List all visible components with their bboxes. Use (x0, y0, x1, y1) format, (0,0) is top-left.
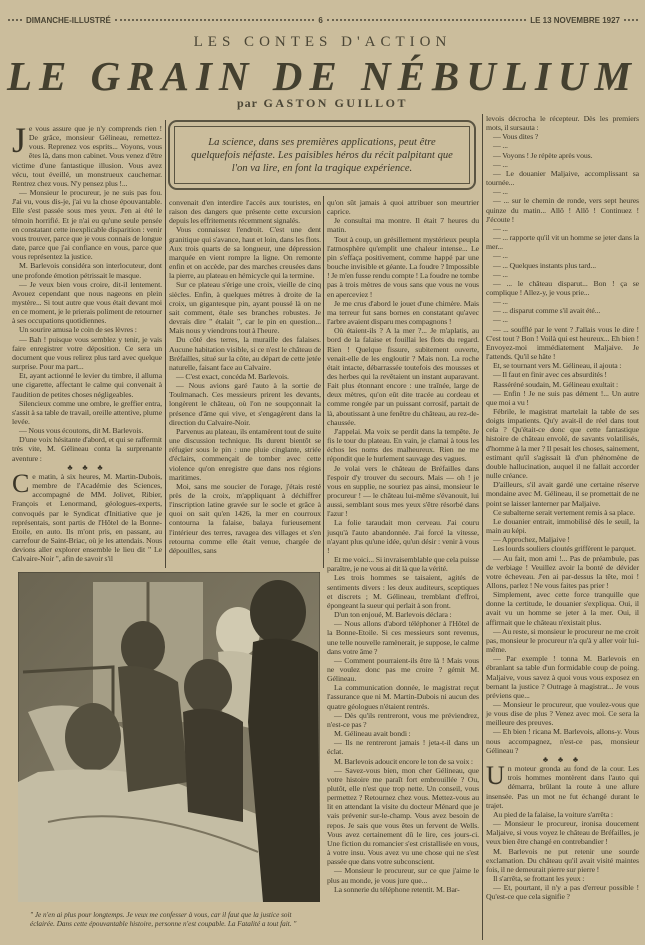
paragraph-text: — ... (493, 269, 508, 279)
paragraph (12, 435, 162, 462)
paragraph-text: — Par exemple ! tonna M. Barlevois en ébranlant sa table d'un formidable coup de poing. Maljaive, vous savez à quoi vous vous exposez en bernant la justice ? Outrage à magistrat... Je vous préviens que... (486, 654, 639, 700)
paragraph-text: D'un ton enjoué, M. Barlevois déclara : (334, 610, 452, 620)
text-column-3 (327, 198, 479, 894)
paragraph (486, 325, 639, 362)
publication-name: DIMANCHE-ILLUSTRÉ (26, 15, 111, 25)
paragraph-text: — ... soufflé par le vent ? J'allais vous le dire ! C'est tout ? Bon ! Voilà qui est heureux... Eh bien ! Envoyez-moi immédiatement Maljaive. Je l'attends. Qu'il se hâte ! (486, 324, 639, 362)
paragraph (486, 370, 639, 379)
column-rule (323, 196, 324, 568)
page-number: 6 (318, 15, 323, 25)
paragraph (169, 427, 321, 482)
drop-cap: J (12, 120, 26, 160)
paragraph (486, 727, 639, 754)
paragraph (486, 535, 639, 544)
paragraph (327, 464, 479, 519)
paragraph-text: Et me voici... Si invraisemblable que cela puisse paraître, je ne vous ai dit là que la vérité. (327, 555, 479, 574)
paragraph (327, 656, 479, 683)
paragraph (486, 407, 639, 480)
paragraph (169, 198, 321, 225)
paragraph (327, 198, 479, 216)
paragraph (12, 371, 162, 398)
paragraph (327, 555, 479, 573)
paragraph (486, 361, 639, 370)
paragraph-text: M. Barlevois considéra son interlocuteur, dont une profonde émotion pétrissait le masque. (12, 261, 162, 280)
paragraph-text: — ... rapporte qu'il vit un homme se jeter dans la mer... (486, 233, 639, 252)
page-header (8, 14, 638, 26)
paragraph-text: — Monsieur le procureur, ironisa doucement Maljaive, si vous voyez le château de Bréfailles, je veux bien être changé en contrebandier ! (486, 819, 639, 847)
paragraph (486, 554, 639, 591)
paragraph (12, 280, 162, 326)
paragraph-text: qu'on sût jamais à quoi attribuer son meurtrier caprice. (327, 198, 479, 217)
paragraph-text: Je volai vers le château de Bréfailles dans l'espoir d'y trouver du secours. Mais — oh ! je vous en supplie, ne souriez pas ainsi, monsieur le procureur ! — le château lui-même s'évanouit, lui aussi, semblant sous mes yeux s'être résorbé dans l'azur ! (327, 463, 479, 519)
paragraph (169, 335, 321, 372)
paragraph (486, 590, 639, 627)
paragraph-text: Il s'arrêta, se frottant les yeux : (493, 873, 585, 883)
paragraph-text: — Vous dites ? (493, 132, 539, 142)
text-column-2 (169, 198, 321, 555)
paragraph-text: — ... sur le chemin de ronde, vers sept heures quinze du matin... Allô ! Allô ! Continuez ! J'écoute ! (486, 196, 639, 224)
intro-box (168, 120, 476, 190)
paragraph (12, 325, 162, 334)
paragraph-text: — ... (493, 141, 508, 151)
paragraph-text: — Le douanier Maljaive, accomplissant sa tournée... (486, 168, 639, 188)
paragraph-text: — C'est exact, concéda M. Barlevois. (176, 371, 289, 381)
paragraph-text: Silencieux comme une ombre, le greffier entra, s'assit à sa table de travail, oreille attentive, plume levée. (12, 398, 162, 426)
paragraph (12, 468, 162, 564)
paragraph (486, 169, 639, 187)
paragraph-text: Simplement, avec cette force tranquille que donne la certitude, le douanier s'expliqua. Oui, il avait vu un homme se jeter à la mer. Oui, il affirmait que le château n'existait plus. (486, 590, 639, 627)
paragraph-text: — ... (493, 251, 508, 261)
paragraph (486, 480, 639, 507)
author-name: GASTON GUILLOT (263, 96, 408, 110)
paragraph (486, 224, 639, 233)
paragraph-text: La folie taraudait mon cerveau. J'ai couru jusqu'à l'auto abandonnée. J'ai forcé la vitesse, n'ayant plus qu'une idée, qu'un désir : venir à vous ! (327, 518, 479, 555)
paragraph-text: e vous assure que je n'y comprends rien ! De grâce, monsieur Gélineau, remettez-vous. Reprenez vos esprits... Voyons, vous êtes là, dans mon cabinet. Vous venez d'être victime d'une fantastique illusion. Vous avez vécu, tout éveillé, un monstrueux cauchemar. Rentrez chez vous. N'y pensez plus !... (12, 124, 162, 188)
paragraph (486, 544, 639, 553)
paragraph-text: — Approchez, Maljaive ! (493, 535, 570, 545)
paragraph (486, 389, 639, 407)
paragraph (327, 427, 479, 464)
paragraph-text: — Dès qu'ils rentreront, vous me préviendrez, n'est-ce pas ? (327, 710, 479, 729)
header-rule (624, 19, 638, 21)
paragraph (486, 114, 639, 132)
paragraph-text: La sonnerie du téléphone retentit. M. Bar- (334, 884, 460, 894)
paragraph-text: Et, ayant actionné le levier du timbre, il alluma une cigarette, affectant le calme qui convenait à l'audition de petites choses négligeables. (12, 371, 162, 399)
paragraph (327, 738, 479, 756)
paragraph (169, 381, 321, 427)
paragraph-text: — Savez-vous bien, mon cher Gélineau, que votre histoire me paraît fort embrouillée ? Ou, plutôt, elle n'est que trop nette. Un conseil, vous permettez ? Retournez chez vous. Mettez-vous au lit en attendant la visite du docteur Ménard que je vais prévenir sur-le-champ. Vous avez besoin de repos. Je sais que vous êtes un fervent de Wells. Vous avez certainement dû le lire, ces jours-ci. Une fiction du romancier s'est cristallisée en vous, à votre insu. Vous avez vu une chose qui ne s'est passée que dans votre subconscient. (327, 765, 479, 867)
paragraph-text: Fébrile, le magistrat martelait la table de ses doigts impatients. Qu'y avait-il de réel dans tout cela ? Qu'était-ce donc que cette fantastique histoire de château envolé, de savants volatilisés, d'homme à la mer ? Il pesait les choses, sainement, estimant qu'il s'agissait là d'un phénomène de double hallucination, auquel il ne fallait accorder nulle créance. (486, 407, 639, 481)
paragraph (486, 233, 639, 251)
paragraph (486, 380, 639, 389)
paragraph-text: Je consultai ma montre. Il était 7 heures du matin. (327, 216, 479, 235)
paragraph (486, 306, 639, 315)
paragraph-text: — Au reste, si monsieur le procureur ne me croit pas, monsieur le procureur n'a qu'à y aller voir lui-même. (486, 626, 639, 655)
issue-date: LE 13 NOVEMBRE 1927 (530, 15, 620, 25)
paragraph-text: J'appelai. Ma voix se perdit dans la tempête. Je fis le tour du plateau. En vain, je clamai à tous les échos les noms des malheureux. Rien ne me répondit que le hurlement sauvage des vagues. (327, 426, 479, 464)
paragraph (486, 761, 639, 810)
paragraph (327, 326, 479, 427)
paragraph (169, 372, 321, 381)
paragraph-text: Où étaient-ils ? A la mer ?... Je m'aplatis, au bord de la falaise et fouillai les flots du regard. Rien ! Quelque fissure, subitement ouverte, venait-elle de les engloutir ? Mais non. La roche était intacte, débarrassée toutefois des mousses et des herbes qui la revêtaient un instant auparavant. Fait plus étonnant encore : une traînée, large de deux mètres, qu'on eût dite tracée au cordeau et comme rongée par un puissant corrosif, partait de là, aboutissant à une fenêtre du château, au rez-de-chaussée. (327, 326, 479, 427)
paragraph (486, 315, 639, 324)
paragraph-text: — Bah ! puisque vous semblez y tenir, je vais faire enregistrer votre déposition. Ce sera un document que vous relirez plus tard avec quelque surprise. Pour ma part... (12, 334, 162, 372)
column-rule (165, 120, 166, 568)
paragraph (327, 216, 479, 234)
paragraph-text: — ... Quelques instants plus tard... (493, 260, 597, 270)
story-title: LE GRAIN DE NÉBULIUM (7, 53, 638, 99)
paragraph (327, 235, 479, 299)
illustration-bedside-scene (18, 572, 320, 902)
paragraph (327, 757, 479, 766)
paragraph (327, 619, 479, 656)
paragraph-text: convenait d'en interdire l'accès aux touristes, en raison des dangers que présente cette excursion depuis les effritements récemment signalés. (169, 198, 321, 226)
paragraph-text: — Ils ne rentreront jamais ! jeta-t-il dans un éclat. (327, 738, 479, 757)
paragraph (169, 225, 321, 280)
paragraph (486, 517, 639, 535)
paragraph-text: — Nous avions garé l'auto à la sortie de Toulmanach. Ces messieurs prirent les devants, longèrent le château, où l'on ne soupçonnait la présence d'âme qui vive, et s'engagèrent dans la direction du Calvaire-Noir. (169, 381, 321, 427)
paragraph (327, 299, 479, 326)
paragraph (486, 819, 639, 846)
text-column-4 (486, 114, 639, 901)
paragraph-text: M. Barlevois ne put retenir une sourde exclamation. Du château qu'il avait visité maintes fois, il ne demeurait pierre sur pierre ! (486, 846, 639, 874)
paragraph (486, 251, 639, 260)
paragraph (486, 132, 639, 141)
header-rule (327, 19, 526, 21)
paragraph (327, 610, 479, 619)
paragraph (486, 654, 639, 700)
header-rule (115, 19, 314, 21)
paragraph-text: — Nous allons d'abord téléphoner à l'Hôtel de la Bonne-Etoile. Si ces messieurs sont revenus, une telle nouvelle ramènerait, je suppose, le calme dans votre âme ? (327, 619, 479, 656)
paragraph-text: M. Gélineau avait bondi : (334, 729, 411, 739)
section-kicker: LES CONTES D'ACTION (193, 34, 452, 50)
paragraph-text: Au pied de la falaise, la voiture s'arrêta : (493, 809, 613, 819)
paragraph (327, 885, 479, 894)
paragraph-text: — ... (493, 159, 508, 169)
paragraph-text: — ... le château disparut... Bon ! ça se complique ! Allez-y, je vous prie... (486, 278, 639, 297)
paragraph (327, 729, 479, 738)
header-rule (8, 19, 22, 21)
paragraph-text: Un sourire amusa le coin de ses lèvres : (19, 325, 137, 335)
paragraph (486, 297, 639, 306)
paragraph (486, 141, 639, 150)
paragraph-text: — Comment pourraient-ils être là ! Mais vous ne voulez donc pas me croire ? gémit M. Gélineau. (327, 655, 479, 684)
paragraph (327, 518, 479, 555)
paragraph (486, 874, 639, 883)
paragraph-text: — ... (493, 297, 508, 307)
paragraph (327, 866, 479, 884)
paragraph (486, 196, 639, 223)
paragraph (327, 766, 479, 867)
paragraph-text: — Je veux bien vous croire, dit-il lentement. Avouez cependant que nous nageons en plein mystère... Si tout autre que vous était devant moi en ce moment, je le prierais poliment de retourner à ses occupations quotidiennes. (12, 279, 162, 326)
paragraph-text: D'ailleurs, s'il avait gardé une certaine réserve mondaine avec M. Gélineau, il se promettait de ne point se laisser lanterner par Maljaive. (486, 480, 639, 508)
paragraph (486, 847, 639, 874)
intro-text: La science, dans ses premières applications, peut être quelquefois néfaste. Les paisibles héros du récit palpitant que l'on va lire, en font la tragique expérience. (191, 136, 453, 174)
paragraph (12, 261, 162, 279)
paragraph-text: — ... disparut comme s'il avait été... (493, 306, 601, 316)
paragraph (169, 482, 321, 555)
paragraph (486, 508, 639, 517)
paragraph (486, 279, 639, 297)
paragraph-text: — Monsieur le procureur, que voulez-vous que je vous dise de plus ? Venez avec moi. Ce sera la meilleure des preuves. (486, 700, 639, 728)
paragraph (486, 160, 639, 169)
paragraph (327, 711, 479, 729)
paragraph (486, 261, 639, 270)
paragraph-text: — Au fait, mon ami !... Pas de préambule, pas de verbiage ! Veuillez avoir la bonté de dévider votre écheveau. J'en ai par-dessus la tête, moi ! Allons, parlez ! Ne vous faites pas prier ! (486, 553, 639, 590)
drop-cap: U (486, 761, 505, 791)
paragraph-text: Vous connaissez l'endroit. C'est une dent granitique qui s'avance, haut et loin, dans les flots. Aux trois quarts de sa longueur, une dépression marquée en vient rompre la ligne. On remonte enfin et on accède, par des marches creusées dans la pierre, au plateau en hémicycle qui la termine. (169, 225, 321, 281)
paragraph-text: — Enfin ! Je ne suis pas dément !... Un autre que moi a vu ! (486, 388, 639, 407)
text-column-1 (12, 120, 162, 564)
paragraph-text: Les trois hommes se taisaient, agités de sentiments divers : les deux auditeurs, sceptiques et discrets ; M. Gélineau, tremblant d'effroi, épongeant la sueur qui perlait à son front. (327, 573, 479, 610)
paragraph-text: La communication donnée, le magistrat reçut l'assurance que ni M. Martin-Dubois ni aucun des quatre géologues n'étaient rentrés. (327, 683, 479, 711)
paragraph-text: Du côté des terres, la muraille des falaises. Aucune habitation visible, si ce n'est le château de Bréfailles, situé sur la côte, au départ de cette jetée naturelle, faisant face au Calvaire. (169, 335, 321, 372)
paragraph (486, 627, 639, 654)
paragraph (12, 335, 162, 372)
paragraph-text: Moi, sans me soucier de l'orage, j'étais resté près de la croix, m'appliquant à déchiffrer l'inscription latine gravée sur le socle et grâce à quoi on sait qu'en 1426, la mer en courroux contourna la falaise, balaya furieusement l'intérieur des terres, ravagea des villages et s'en retourna comme elle était venue, chargée de dépouilles, sans (169, 481, 321, 555)
paragraph-text: — Nous vous écoutons, dit M. Barlevois. (19, 426, 144, 436)
section-separator: ♣ ♣ ♣ (542, 754, 583, 764)
paragraph (169, 280, 321, 335)
paragraph-text: n moteur gronda au fond de la cour. Les trois hommes montèrent dans l'auto qui démarra, brûlant la route à une allure insensée. Pas un mot ne fut échangé durant le trajet. (486, 764, 639, 810)
paragraph (486, 883, 639, 901)
paragraph-text: — Monsieur le procureur, je ne suis pas fou. J'ai vu, vous dis-je, j'ai vu la chose épouvantable. Elle s'est passée sous mes yeux. J'en ai été le témoin horrifié. Et je n'ai eu qu'une seule pensée en constatant cette inexplicable disparition : venir vous trouver, parce que je vous connais de longue date, parce que j'ai confiance en vous, parce que vous représentez la justice. (12, 188, 162, 262)
paragraph-text: M. Barlevois adoucit encore le ton de sa voix : (334, 756, 474, 766)
paragraph-text: — Il faut en finir avec ces absurdités ! (493, 370, 607, 380)
paragraph-text: Et, se tournant vers M. Gélineau, il ajouta : (493, 361, 622, 371)
paragraph-text: levois décrocha le récepteur. Dès les premiers mots, il sursauta : (486, 114, 639, 133)
paragraph (486, 187, 639, 196)
paragraph-text: D'une voix hésitante d'abord, et qui se raffermit très vite, M. Gélineau conta la surprenante aventure : (12, 435, 162, 463)
paragraph-text: Les lourds souliers cloutés griffèrent le parquet. (493, 544, 636, 554)
paragraph (12, 188, 162, 261)
paragraph (12, 120, 162, 188)
paragraph (327, 683, 479, 710)
byline-prefix: par (237, 96, 258, 110)
byline (0, 96, 645, 111)
paragraph-text: — Et, pourtant, il n'y a pas d'erreur possible ! Qu'est-ce que cela signifie ? (486, 883, 639, 902)
paragraph-text: Tout à coup, un grésillement mystérieux peupla l'atmosphère qu'emplit une chaleur intense... Le pin s'effaça positivement, comme happé par une bouche invisible et géante. La foudre ? Impossible ! Je m'en fusse rendu compte ! La foudre ne tombe pas à trois mètres de vous sans que vous ne vous en aperceviez ! (327, 234, 479, 299)
drop-cap: C (12, 468, 30, 498)
paragraph-text: Je me crus d'abord le jouet d'une chimère. Mais ma terreur fut sans bornes en constatant qu'avec l'arbre avaient disparu mes compagnons ! (327, 298, 479, 327)
paragraph-text: Sur ce plateau s'érige une croix, vieille de cinq siècles. Enfin, à quelques mètres à droite de la croix, un gigantesque pin, ayant poussé là on ne sait comment, étale ses branches robustes. Je devrais dire " étalait ", car le pin en question... Mais nous y viendrons tout à l'heure. (169, 280, 321, 336)
paragraph (12, 426, 162, 435)
paragraph (486, 270, 639, 279)
paragraph-text: — Monsieur le procureur, sur ce que j'aime le plus au monde, je vous jure que... (327, 866, 479, 885)
paragraph (486, 810, 639, 819)
paragraph-text: — ... (493, 223, 508, 233)
paragraph-text: Le douanier entrait, immobilisé dès le seuil, la main au képi. (486, 516, 639, 536)
paragraph-text: — ... (493, 187, 508, 197)
paragraph-text: Rasséréné soudain, M. Gélineau exultait : (493, 379, 619, 389)
paragraph-text: Parvenus au plateau, ils entamèrent tout de suite une discussion technique. Ils durent bientôt se réfugier sous le pin : une pluie cinglante, striée d'éclairs, commençait de tomber avec cette violence qu'on enregistre que dans nos régions maritimes. (169, 426, 321, 482)
paragraph (486, 151, 639, 160)
paragraph (486, 700, 639, 727)
column-rule (482, 114, 483, 940)
paragraph-text: — Eh bien ! ricana M. Barlevois, allons-y. Vous nous accompagnez, n'est-ce pas, monsieur Gélineau ? (486, 727, 639, 755)
paragraph-text: e matin, à six heures, M. Martin-Dubois, membre de l'Académie des Sciences, accompagné de MM. Jolivet, Ribier, François et Lenormand, géologues-experts, convoqués par le Syndicat d'Initiative que je représentais, sont partis de l'Hôtel de la Bonne-Etoile, en auto. Ils m'ont pris, en passant, au carrefour de Saint-Briac, où je les attendais. Nous devions aller explorer ensemble le lieu dit " Le Calvaire-Noir ", afin de savoir s'il (12, 471, 162, 564)
paragraph (327, 573, 479, 610)
illustration-caption: " Je n'en ai plus pour longtemps. Je veux me confesser à vous, car il faut que la justice soit éclairée. Dans cette épouvantable histoire, personne n'est coupable. La Fatalité a tout fait. " (30, 911, 297, 928)
paragraph-text: — ... (493, 315, 508, 325)
paragraph-text: — Voyons ! Je répète après vous. (493, 150, 593, 160)
paragraph-text: Ce subalterne serait vertement remis à sa place. (493, 507, 635, 517)
paragraph (12, 399, 162, 426)
section-separator: ♣ ♣ ♣ (67, 462, 107, 472)
